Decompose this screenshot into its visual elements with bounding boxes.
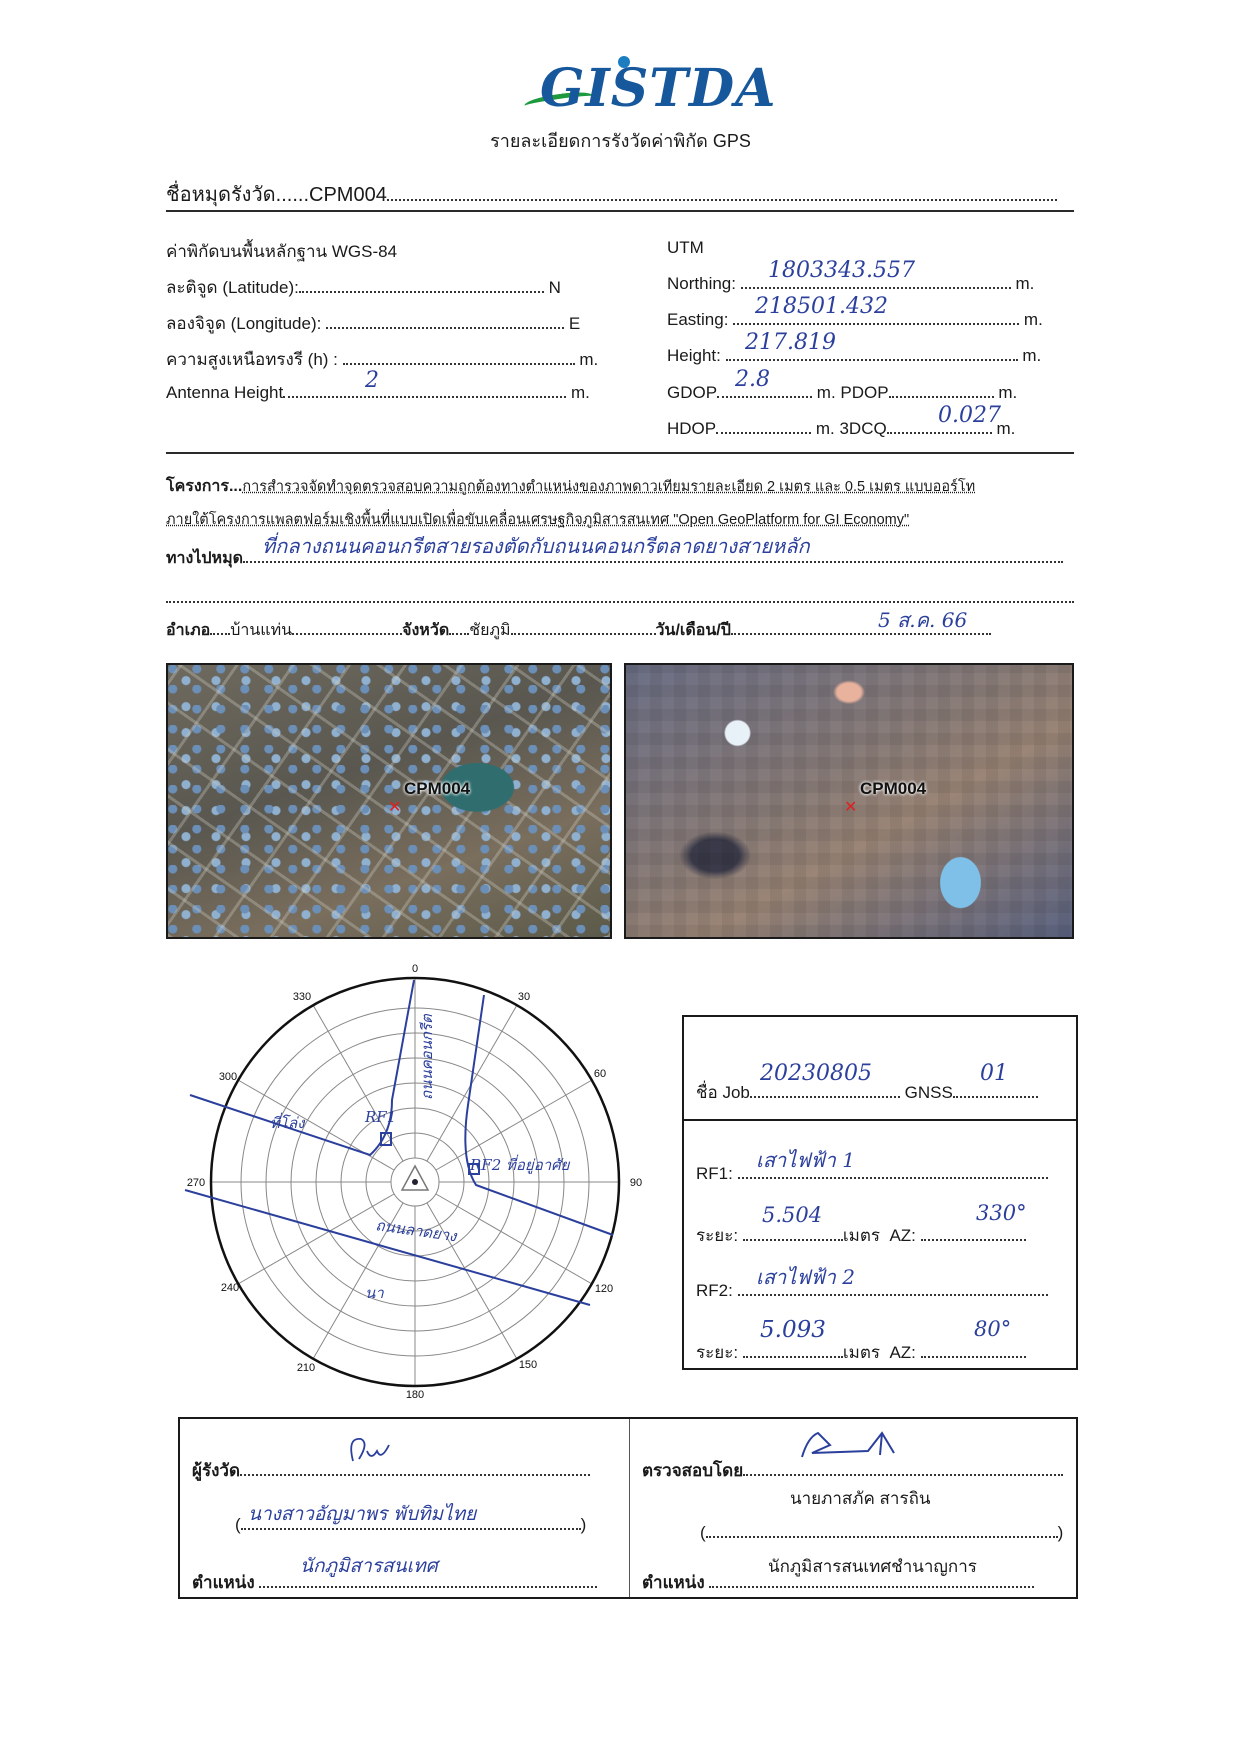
signature-box [178,1417,1078,1599]
easting-value: 218501.432 [755,294,888,319]
svg-text:นา: นา [365,1284,384,1302]
checker-signature-field[interactable] [743,1474,1063,1476]
northing-unit: m. [1015,274,1035,293]
station-marker-icon: ✕ [844,799,858,816]
antenna-height-unit: m. [570,383,590,402]
checker-signature-icon [798,1425,908,1465]
easting-unit: m. [1023,310,1043,329]
dop-row-1 [667,383,1017,403]
overview-satellite-map [166,663,612,939]
checker-name-row: ( ) [700,1523,1064,1542]
longitude-label: ลองจิจูด (Longitude): [166,314,322,333]
checker-position: นักภูมิสารสนเทศชำนาญการ [768,1557,977,1576]
rf1-az-field[interactable] [921,1239,1026,1241]
hdop-field[interactable] [716,432,811,434]
checker-position-field[interactable] [709,1586,1034,1588]
rf2-field[interactable] [738,1294,1048,1296]
utm-heading: UTM [667,238,704,257]
detail-satellite-map [624,663,1074,939]
date-label: วัน/เดือน/ปี [655,622,731,639]
utm-height-value: 217.819 [745,330,836,355]
station-name-row [166,178,1057,210]
northing-field[interactable] [741,287,1011,289]
station-name-label: ชื่อหมุดรังวัด...... [166,184,310,206]
svg-text:120: 120 [594,1283,614,1295]
gistda-logo [530,52,777,122]
rf2-az-value: 80° [974,1317,1012,1341]
longitude-field[interactable] [326,327,564,329]
district-value: บ้านแท่น [230,622,293,639]
directions-label: ทางไปหมุด [166,550,244,567]
pdop-label: m. PDOP [816,383,889,402]
rf1-distance-value: 5.504 [762,1203,823,1227]
svg-text:RF2 ที่อยู่อาศัย: RF2 ที่อยู่อาศัย [470,1156,570,1174]
rf1-az-value: 330° [976,1201,1027,1225]
utm-height-row [667,346,1041,366]
location-row [166,618,991,643]
northing-label: Northing: [667,274,736,293]
district-label: อำเภอ [166,622,211,639]
svg-text:RF1: RF1 [365,1108,397,1126]
province-label: จังหวัด [402,622,450,639]
overview-map-label: CPM004 [404,779,471,798]
polar-sketch-diagram [170,950,650,1400]
svg-text:60: 60 [593,1068,607,1080]
gnss-value: 01 [980,1061,1008,1086]
easting-field[interactable] [733,323,1019,325]
directions-value: ที่กลางถนนคอนกรีตสายรองตัดกับถนนคอนกรีตลาดยางสายหลัก [262,534,810,558]
antenna-height-value: 2 [365,368,379,393]
job-field[interactable] [750,1096,900,1098]
svg-text:0: 0 [411,963,419,975]
province-value: ชัยภูมิ [469,622,511,639]
latitude-label: ละติจูด (Latitude): [166,278,299,297]
svg-text:ถนนคอนกรีต: ถนนคอนกรีต [418,1014,436,1100]
rf1-distance-unit: เมตร [842,1226,880,1245]
dcq-value: 0.027 [938,403,1001,428]
longitude-row [166,310,580,337]
gnss-field[interactable] [953,1096,1038,1098]
hdop-label: HDOP [667,419,717,438]
rf2-az-field[interactable] [921,1356,1026,1358]
rf2-distance-value: 5.093 [760,1317,826,1343]
dcq-label: m. 3DCQ [815,419,887,438]
checker-name: นายภาสภัค สารถิน [790,1489,931,1508]
job-reference-box [682,1015,1078,1370]
svg-text:ที่โล่ง: ที่โล่ง [270,1114,305,1132]
job-value: 20230805 [760,1061,872,1086]
rf1-distance-row [696,1222,1026,1249]
antenna-height-field[interactable] [283,396,566,398]
dcq-unit: m. [996,419,1016,438]
svg-text:180: 180 [405,1389,425,1400]
longitude-unit: E [568,314,581,333]
rf2-row [696,1281,1048,1301]
northing-value: 1803343.557 [768,258,915,283]
svg-text:210: 210 [296,1362,316,1374]
svg-text:150: 150 [518,1359,538,1371]
surveyor-name: นางสาวอัญมาพร พับทิมไทย [248,1503,477,1525]
pdop-unit: m. [998,383,1018,402]
date-value: 5 ส.ค. 66 [878,608,968,632]
checker-position-label: ตำแหน่ง [642,1573,705,1592]
surveyor-position-field[interactable] [259,1586,597,1588]
surveyor-label: ผู้รังวัด [192,1461,240,1480]
svg-text:300: 300 [218,1071,238,1083]
project-label: โครงการ... [166,478,243,495]
rf2-distance-unit: เมตร [842,1343,880,1362]
detail-map-label: CPM004 [860,779,927,798]
divider [166,210,1074,212]
antenna-height-label: Antenna Height [166,383,284,402]
utm-height-unit: m. [1022,346,1042,365]
dcq-field[interactable] [887,432,992,434]
sketch-annotations [270,1013,571,1302]
gdop-label: GDOP [667,383,718,402]
rf1-distance-label: ระยะ: [696,1226,739,1245]
document-title: รายละเอียดการรังวัดค่าพิกัด GPS [490,131,751,151]
surveyor-position-label: ตำแหน่ง [192,1573,255,1592]
latitude-unit: N [548,278,561,297]
station-triangle-icon [402,1166,428,1190]
checker-label: ตรวจสอบโดย [642,1461,744,1480]
rf1-field[interactable] [738,1177,1048,1179]
rf1-label: RF1: [696,1164,733,1183]
latitude-field[interactable] [299,291,544,293]
rf2-distance-field[interactable] [743,1356,843,1358]
gdop-value: 2.8 [735,367,770,392]
easting-label: Easting: [667,310,729,329]
rf1-az-label: AZ: [889,1226,916,1245]
ellipsoid-height-label: ความสูงเหนือทรงรี (h) : [166,350,338,369]
project-line-2: ภายใต้โครงการแพลตฟอร์มเชิงพื้นที่แบบเปิดเพื่อขับเคลื่อนเศรษฐกิจภูมิสารสนเทศ "Open GeoPlatform for GI Economy" [166,512,910,528]
svg-text:330: 330 [292,991,312,1003]
svg-text:270: 270 [186,1177,206,1189]
gnss-label: GNSS [904,1083,953,1102]
rf1-row [696,1164,1048,1184]
latitude-row [166,274,561,301]
surveyor-signature-field[interactable] [240,1474,590,1476]
rf2-az-label: AZ: [889,1343,916,1362]
project-line-1: การสำรวจจัดทำจุดตรวจสอบความถูกต้องทางตำแหน่งของภาพดาวเทียมรายละเอียด 2 เมตร และ 0.5 เมตร แบบออร์โท [242,479,976,495]
surveyor-name-row: ( ) [235,1515,587,1534]
surveyor-signature-icon [345,1431,395,1471]
rf1-distance-field[interactable] [743,1239,843,1241]
rf2-label: RF2: [696,1281,733,1300]
ellipsoid-height-row [166,346,598,373]
divider [166,452,1074,454]
svg-text:240: 240 [220,1282,240,1294]
ellipsoid-height-unit: m. [579,350,599,369]
rf2-distance-row [696,1339,1026,1366]
surveyor-position: นักภูมิสารสนเทศ [300,1555,438,1577]
utm-height-label: Height: [667,346,721,365]
station-marker-icon: ✕ [388,799,402,816]
rf2-value: เสาไฟฟ้า 2 [756,1265,855,1289]
utm-height-field[interactable] [726,359,1018,361]
station-name-value: CPM004 [309,184,387,206]
svg-text:ถนนลาดยาง: ถนนลาดยาง [374,1216,458,1246]
svg-text:30: 30 [517,991,531,1003]
project-row-1 [166,474,975,499]
wgs84-heading: ค่าพิกัดบนพื้นหลักฐาน WGS-84 [166,242,398,261]
svg-text:90: 90 [629,1177,643,1189]
pdop-field[interactable] [889,396,994,398]
ellipsoid-height-field[interactable] [343,363,575,365]
gdop-field[interactable] [717,396,812,398]
rf2-distance-label: ระยะ: [696,1343,739,1362]
job-label: ชื่อ Job [696,1083,750,1102]
logo-text: GISTDA [540,58,777,119]
rf1-value: เสาไฟฟ้า 1 [756,1148,855,1172]
